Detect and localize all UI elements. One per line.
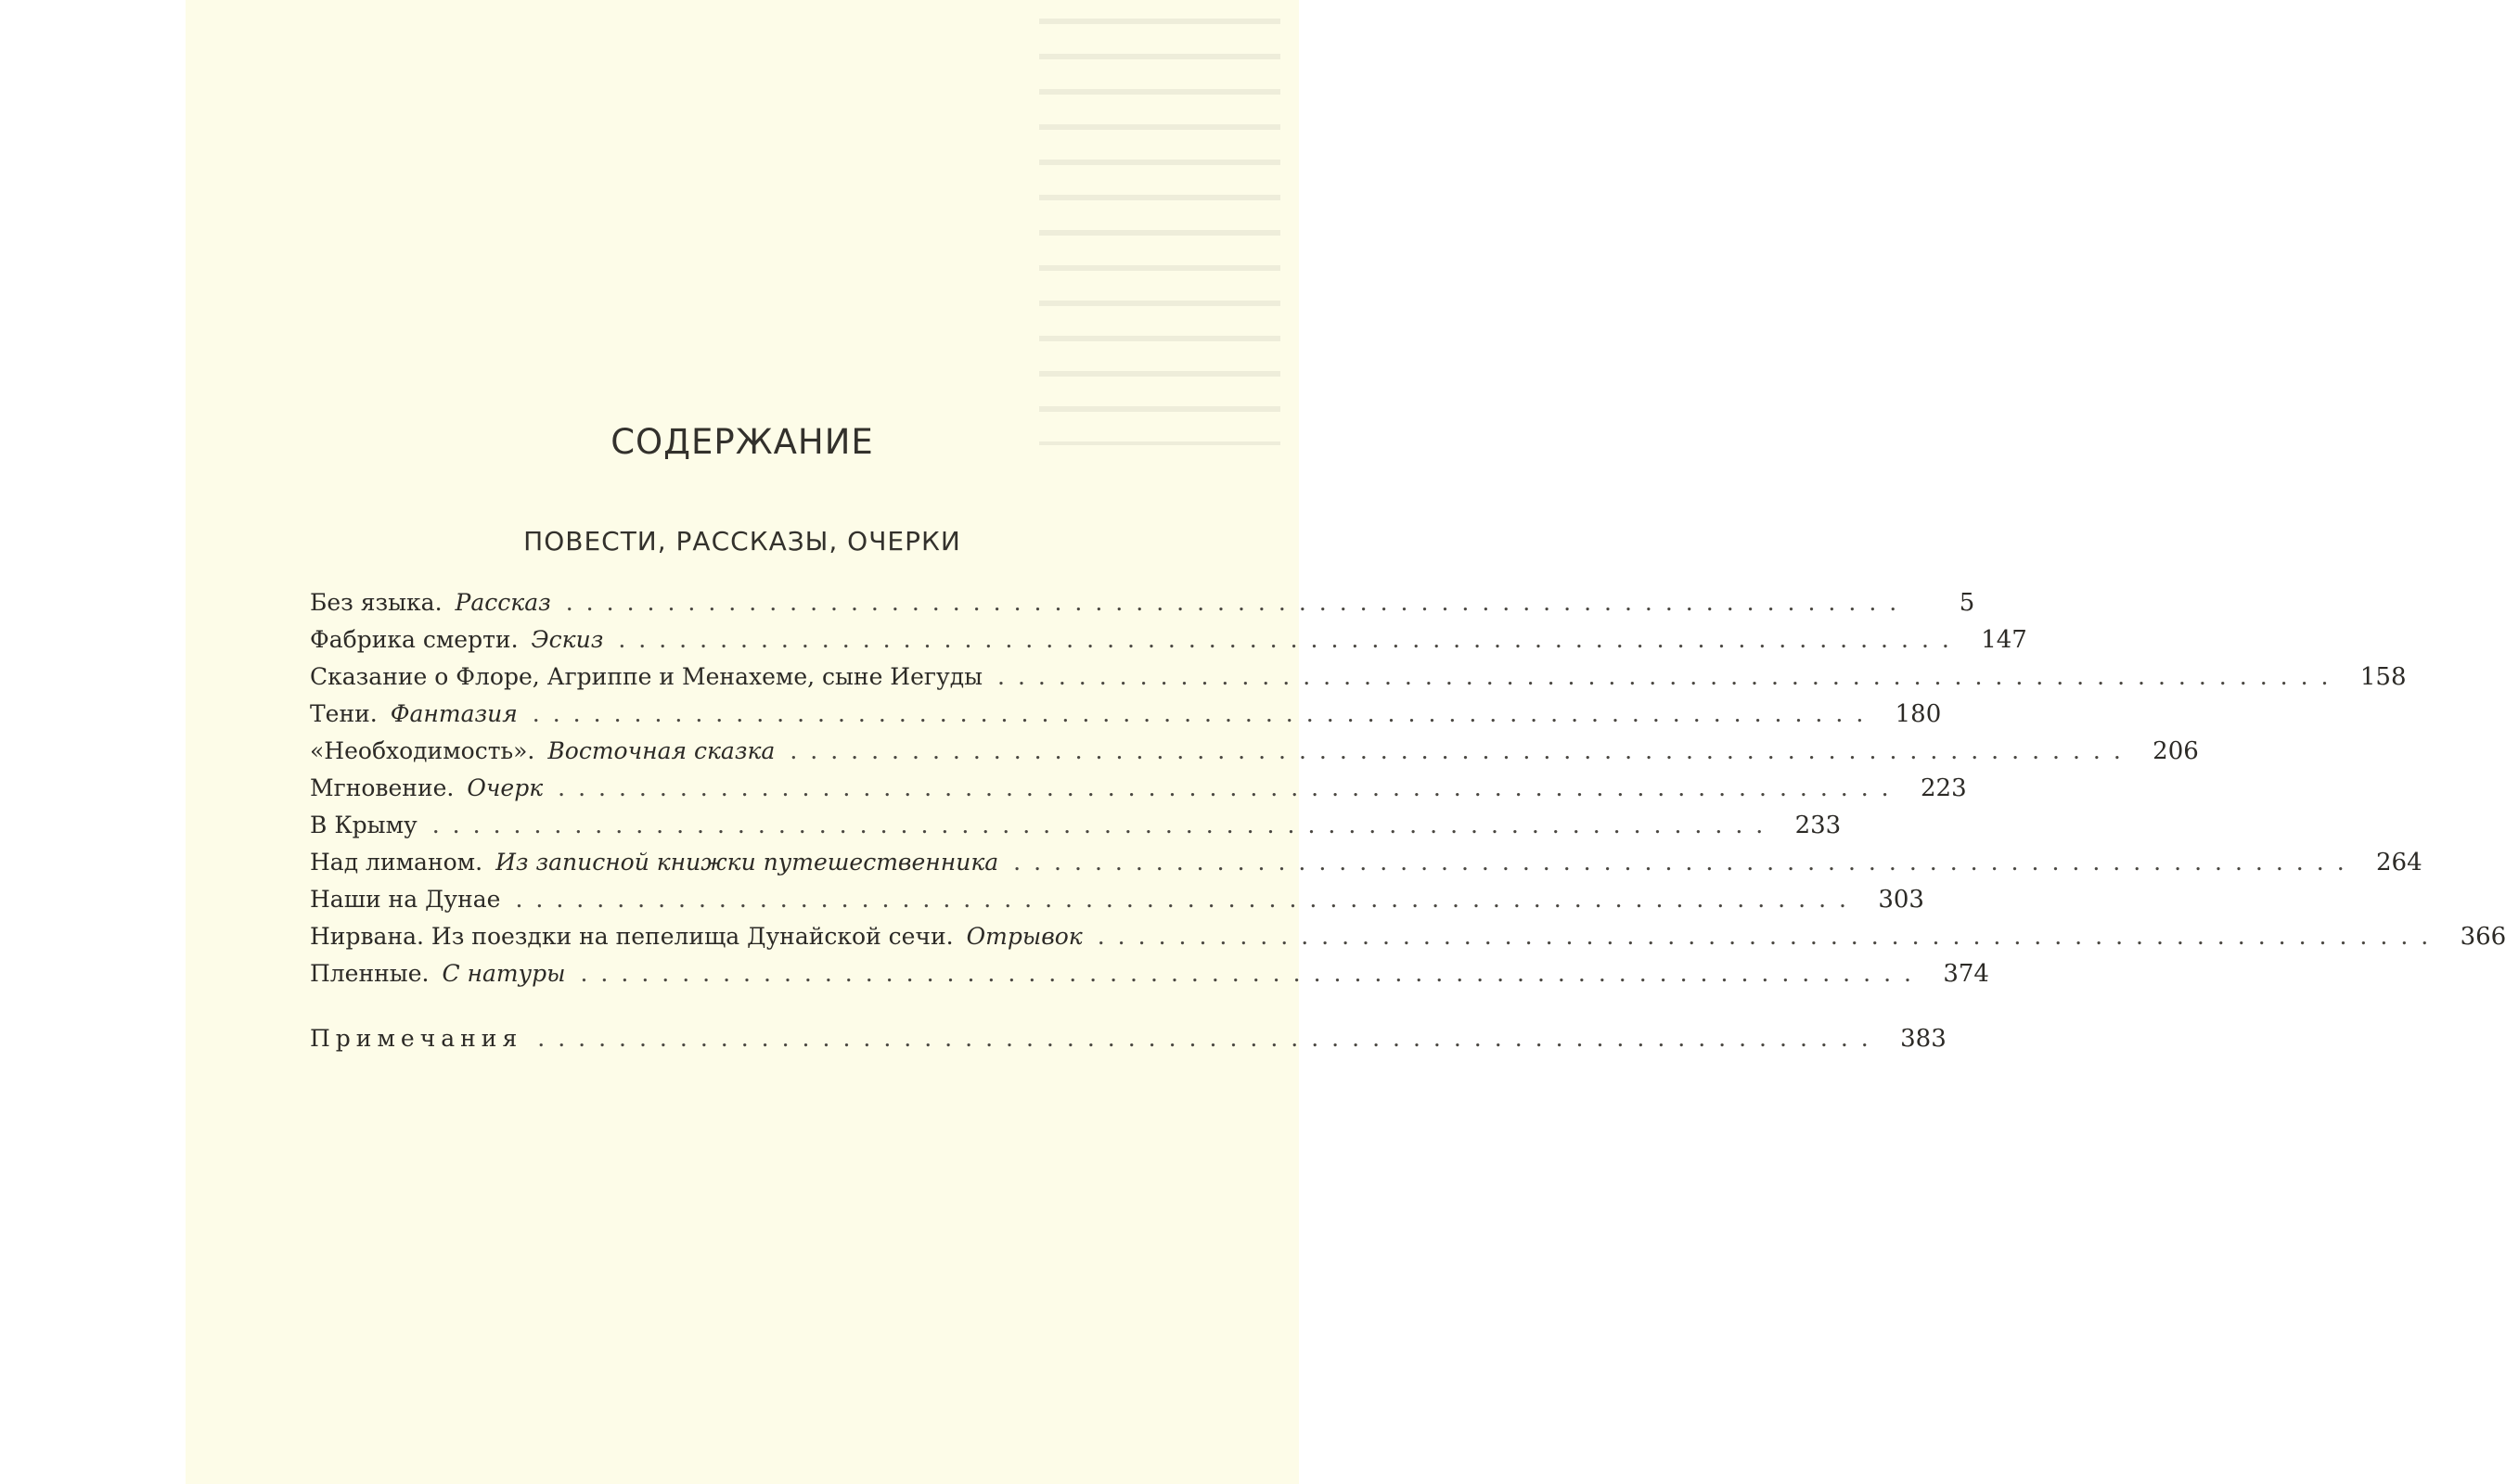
leader-dots: .................................................................. xyxy=(558,774,1902,801)
toc-entry xyxy=(310,881,1924,918)
section-title: ПОВЕСТИ, РАССКАЗЫ, ОЧЕРКИ xyxy=(523,526,961,556)
toc-entry xyxy=(310,696,1942,733)
entry-title: Мгновение. xyxy=(310,774,455,801)
entry-title: В Крыму xyxy=(310,812,418,838)
bleed-through-text xyxy=(1039,19,1280,445)
entry-subtitle: Рассказ xyxy=(455,589,551,616)
entry-page: 223 xyxy=(1921,774,1967,802)
leader-dots: .................................................................. xyxy=(532,700,1877,727)
toc-entry xyxy=(310,621,2027,659)
leader-dots: .................................................................. xyxy=(515,886,1859,913)
entry-page: 233 xyxy=(1794,812,1842,839)
toc-entry xyxy=(310,918,2506,955)
entry-subtitle: Отрывок xyxy=(966,923,1083,950)
toc-entry xyxy=(310,844,2422,881)
entry-title: Наши на Дунае xyxy=(310,886,501,913)
leader-dots: .................................................................. xyxy=(1097,923,2442,950)
entry-title: Без языка. xyxy=(310,589,443,616)
entry-page: 5 xyxy=(1959,589,1975,617)
notes-page: 383 xyxy=(1900,1025,1947,1053)
toc-entry xyxy=(310,733,2199,770)
entry-page: 180 xyxy=(1895,700,1942,728)
entry-page: 147 xyxy=(1981,626,2027,654)
entry-subtitle: Очерк xyxy=(467,774,544,801)
table-of-contents xyxy=(310,584,2506,1057)
entry-title: Пленные. xyxy=(310,960,430,987)
toc-entry xyxy=(310,770,1967,807)
entry-title: Фабрика смерти. xyxy=(310,626,519,653)
entry-page: 366 xyxy=(2460,923,2506,951)
entry-subtitle: Из записной книжки путешественника xyxy=(495,849,999,876)
leader-dots: .................................................................. xyxy=(537,1025,1882,1052)
entry-subtitle: Эскиз xyxy=(531,626,604,653)
book-page xyxy=(186,0,2506,1484)
entry-page: 158 xyxy=(2359,663,2407,691)
leader-dots: .................................................................. xyxy=(997,663,2342,690)
toc-entry xyxy=(310,955,1989,992)
page-title: СОДЕРЖАНИЕ xyxy=(610,422,874,462)
toc-entry xyxy=(310,659,2407,696)
entry-title: Тени. xyxy=(310,700,378,727)
toc-entry xyxy=(310,807,1842,844)
leader-dots: .................................................................. xyxy=(431,812,1777,838)
leader-dots: .................................................................. xyxy=(618,626,1962,653)
toc-entry xyxy=(310,584,1975,621)
leader-dots: .................................................................. xyxy=(1013,849,2358,876)
entry-subtitle: С натуры xyxy=(442,960,566,987)
entry-page: 303 xyxy=(1878,886,1924,914)
toc-notes-entry xyxy=(310,1020,1947,1057)
entry-title: «Необходимость». xyxy=(310,737,535,764)
entry-subtitle: Восточная сказка xyxy=(547,737,776,764)
leader-dots: .................................................................. xyxy=(580,960,1924,987)
entry-title: Над лиманом. xyxy=(310,849,483,876)
leader-dots: .................................................................. xyxy=(565,589,1910,616)
entry-page: 206 xyxy=(2153,737,2199,765)
entry-title: Сказание о Флоре, Агриппе и Менахеме, сыне Иегуды xyxy=(310,663,983,690)
leader-dots: .................................................................. xyxy=(790,737,2134,764)
entry-page: 264 xyxy=(2376,849,2422,876)
entry-title: Нирвана. Из поездки на пепелища Дунайской сечи. xyxy=(310,923,954,950)
entry-page: 374 xyxy=(1943,960,1989,988)
entry-subtitle: Фантазия xyxy=(390,700,518,727)
notes-title: Примечания xyxy=(310,1025,523,1052)
